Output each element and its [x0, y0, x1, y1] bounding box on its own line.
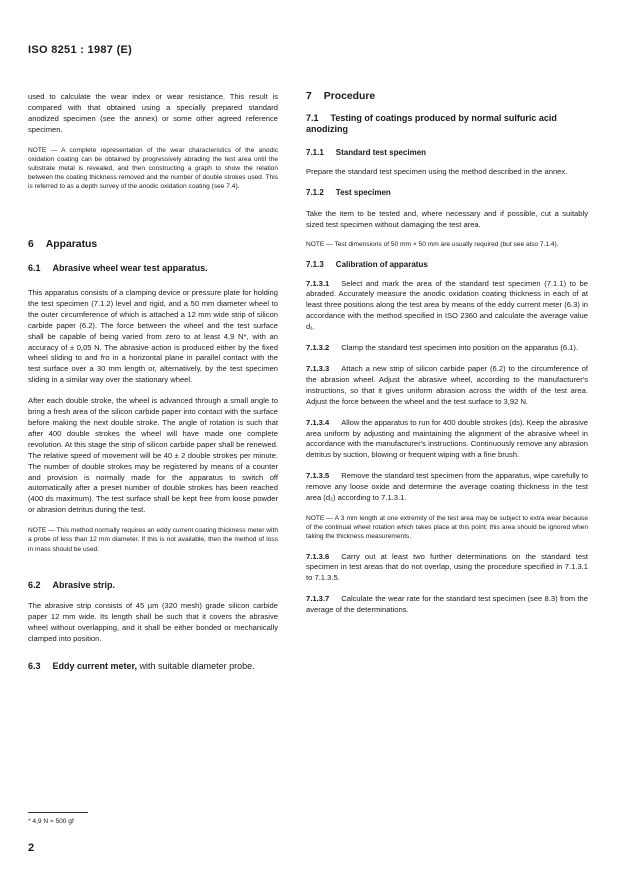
section-6-1-heading: 6.1 Abrasive wheel wear test apparatus.: [28, 262, 208, 273]
intro-paragraph: used to calculate the wear index or wear resistance. This result is compared with that obtained using a specially prepared standard anodized specimen (see the annex) or some other agreed reference specimen.: [28, 92, 278, 134]
paragraph-7-1-3-6: 7.1.3.6 Carry out at least two further determinations on the standard test specimen in test areas that do not overlap, using the procedure specified in 7.1.3.1 to 7.1.3.5.: [306, 551, 588, 583]
paragraph-7-1-3-7: 7.1.3.7 Calculate the wear rate for the standard test specimen (see 8.3) from the average of the determinations.: [306, 594, 588, 615]
section-7-1-2-paragraph: Take the item to be tested and, where necessary and if possible, cut a suitably sized test specimen without damaging the test area.: [306, 208, 588, 229]
paragraph-7-1-3-4: 7.1.3.4 Allow the apparatus to run for 400 double strokes (ds). Keep the abrasive area uniform by adjusting and maintaining the alignment of the abrasive wheel in accordance with the manufacturer's instructions. Continuously remove any abrasion detritus by suction, blowing or frequent wiping with a fine brush.: [306, 417, 588, 460]
section-6-1-paragraph-1: This apparatus consists of a clamping device or pressure plate for holding the test specimen (7.1.2) level and rigid, and a 50 mm diameter wheel to the outer circumference of which is attached a 12 mm wide strip of silicon carbide paper (6.2). The force between the wheel and the test surface shall be capable of being varied from zero to at least 4,9 N*, with an accuracy of ± 0,05 N. The abrasive action is produced either by the fixed wheel sliding to and fro in a horizontal plane in parallel contact with the test surface over a 30 mm length or, alternatively, by the test specimen sliding in a similar way over the stationary wheel.: [28, 288, 278, 385]
note-test-dimensions: NOTE — Test dimensions of 50 mm × 50 mm are usually required (but see also 7.1.4).: [306, 241, 559, 249]
footnote: * 4,9 N ≈ 500 gf: [28, 818, 74, 825]
left-column: [28, 92, 278, 672]
footnote-rule: [28, 812, 88, 813]
section-7-1-heading: 7.1 Testing of coatings produced by normal sulfuric acid anodizing: [306, 112, 557, 135]
section-7-1-3-heading: 7.1.3 Calibration of apparatus: [306, 259, 428, 269]
paragraph-7-1-3-5: 7.1.3.5 Remove the standard test specimen from the apparatus, wipe carefully to remove any loose oxide and determine the average coating thickness in the test area (d₂) according to 7.1.3.1.: [306, 471, 588, 503]
section-6-3-heading: 6.3 Eddy current meter, with suitable diameter probe.: [28, 660, 255, 671]
paragraph-7-1-3-1: 7.1.3.1 Select and mark the area of the standard test specimen (7.1.1) to be abraded. Accurately measure the anodic oxidation coating thickness in each of at least three positions along the test area by means of the eddy current meter (6.3) in accordance with the method specified in ISO 2360 and calculate the average value d₁.: [306, 278, 588, 332]
section-7-1-2-heading: 7.1.2 Test specimen: [306, 187, 391, 197]
section-6-2-heading: 6.2 Abrasive strip.: [28, 579, 116, 590]
section-6-heading: 6 Apparatus: [28, 238, 98, 250]
section-6-2-paragraph: The abrasive strip consists of 45 µm (320 mesh) grade silicon carbide paper 12 mm wide. Its length shall be such that it covers the abrasive wheel without overlapping, and it shall be either bonded or mechanically clamped into position.: [28, 601, 278, 643]
section-7-1-1-paragraph: Prepare the standard test specimen using the method described in the annex.: [306, 166, 568, 176]
paragraph-7-1-3-2: 7.1.3.2 Clamp the standard test specimen into position on the apparatus (6.1).: [306, 343, 579, 353]
note-extra-wear: NOTE — A 3 mm length at one extremity of the test area may be subject to extra wear because of the continual wheel rotation which takes place at this point; this area should be ignored when taking the thickness measurements.: [306, 514, 588, 541]
running-header: ISO 8251 : 1987 (E): [28, 44, 133, 56]
page-number: 2: [28, 842, 35, 854]
note-eddy-current: NOTE — This method normally requires an eddy current coating thickness meter with a probe of less than 12 mm diameter. If this is not available, then the method of loss in mass should be used.: [28, 527, 278, 553]
paragraph-7-1-3-3: 7.1.3.3 Attach a new strip of silicon carbide paper (6.2) to the circumference of the abrasion wheel. Adjust the abrasive wheel, according to the manufacturer's instructions, so that it gives uniform abrasion across the width of the test area. Adjust the force between the wheel and the test surface to 3,92 N.: [306, 363, 588, 406]
right-column: [306, 92, 588, 626]
section-7-heading: 7 Procedure: [306, 91, 376, 102]
note-depth-survey: NOTE — A complete representation of the wear characteristics of the anodic oxidation coating can be obtained by progressively abrading the test area until the substrate metal is revealed, and then constructing a graph to show the relation between the coating thickness removed and the number of double strokes used. This is referred to as a depth survey of the anodic oxidation coating (see 7.4).: [28, 146, 278, 191]
section-7-1-1-heading: 7.1.1 Standard test specimen: [306, 147, 427, 157]
section-6-1-paragraph-2: After each double stroke, the wheel is advanced through a small angle to bring a fresh area of the silicon carbide paper into contact with the surface before making the next double stroke. The angle of rotation is such that after 400 double strokes the wheel will have made one complete revolution. At this stage the strip of silicon carbide paper shall be renewed. The relative speed of movement will be 40 ± 2 double strokes per minute. The number of double strokes may be registered by means of a counter and provision is normally made for the apparatus to switch off automatically after a preset number of double strokes has been reached (400 ds maximum). The test surface shall be kept free from loose powder or abrasion detritus during the test.: [28, 396, 278, 515]
